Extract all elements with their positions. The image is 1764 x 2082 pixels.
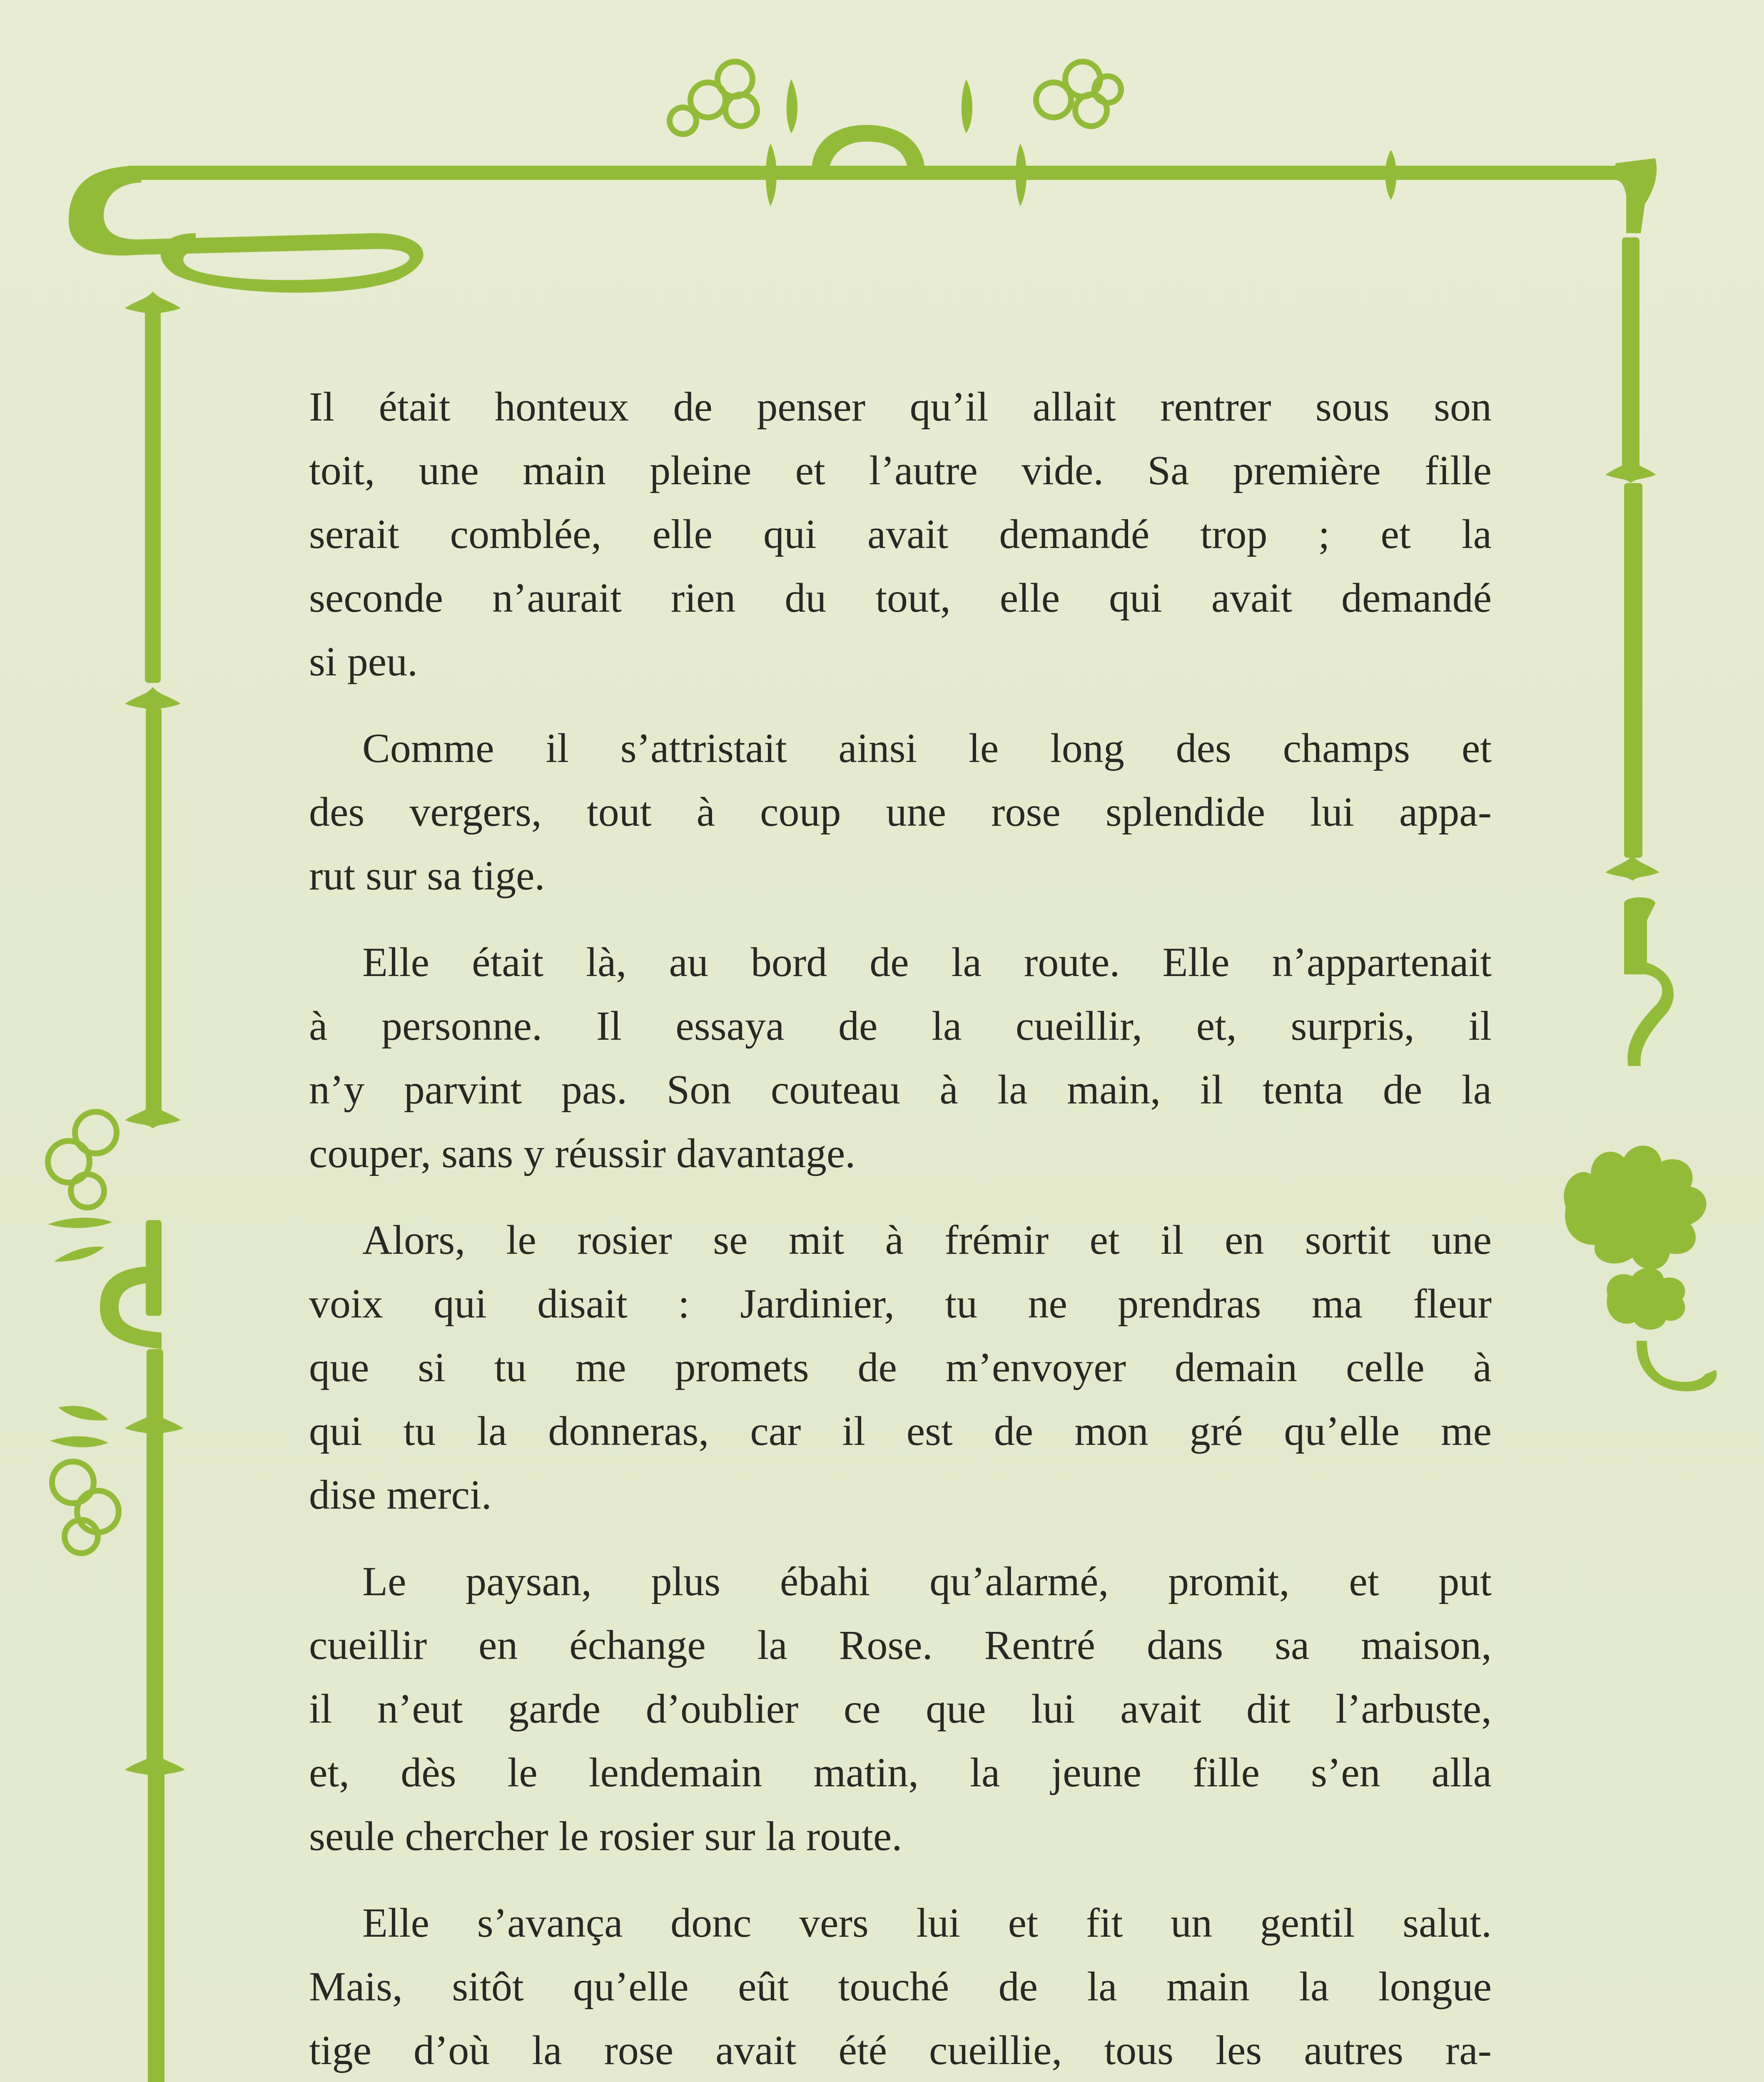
text-line: tige d’où la rose avait été cueillie, tous les autres ra- bbox=[309, 2027, 1492, 2073]
paragraph bbox=[309, 1208, 1492, 1527]
paragraph bbox=[309, 930, 1492, 1185]
text-line: couper, sans y réussir davantage. bbox=[309, 1130, 856, 1176]
text-line: toit, une main pleine et l’autre vide. Sa première fille bbox=[309, 447, 1492, 493]
left-upper-flower-cluster bbox=[48, 1112, 117, 1208]
paragraph bbox=[309, 1891, 1492, 2082]
text-line: Le paysan, plus ébahi qu’alarmé, promit, et put bbox=[362, 1558, 1492, 1604]
paragraph bbox=[309, 375, 1492, 693]
text-line: il n’eut garde d’oublier ce que lui avait dit l’arbuste, bbox=[309, 1686, 1492, 1732]
right-vine-stem bbox=[1605, 237, 1674, 1066]
text-line: des vergers, tout à coup une rose splendide lui appa- bbox=[309, 789, 1492, 835]
text-line: si peu. bbox=[309, 638, 418, 685]
left-leaf-icon bbox=[48, 1218, 112, 1228]
left-leaf-icon bbox=[58, 1406, 108, 1420]
text-line: Alors, le rosier se mit à frémir et il en sortit une bbox=[362, 1217, 1492, 1263]
grape-leaf-icon bbox=[1564, 1146, 1717, 1391]
left-leaf-icon bbox=[50, 1436, 108, 1447]
top-right-flower-cluster bbox=[1036, 62, 1121, 126]
text-line: et, dès le lendemain matin, la jeune fille s’en alla bbox=[309, 1749, 1492, 1796]
text-line: qui tu la donneras, car il est de mon gré qu’elle me bbox=[309, 1408, 1492, 1454]
left-vine-stem bbox=[100, 291, 185, 2082]
text-line: seule chercher le rosier sur la route. bbox=[309, 1813, 902, 1859]
text-line: Comme il s’attristait ainsi le long des champs et bbox=[362, 725, 1492, 771]
text-line: Il était honteux de penser qu’il allait rentrer sous son bbox=[309, 384, 1492, 430]
top-leaf-icon bbox=[787, 79, 797, 133]
text-line: à personne. Il essaya de la cueillir, et, surpris, il bbox=[309, 1003, 1492, 1049]
top-vine-bar bbox=[69, 125, 1657, 293]
paragraph bbox=[309, 716, 1492, 907]
text-line: rut sur sa tige. bbox=[309, 852, 545, 899]
top-leaf-icon bbox=[962, 79, 972, 133]
text-line: dise merci. bbox=[309, 1472, 492, 1518]
story-text bbox=[309, 375, 1492, 2082]
text-line: Elle était là, au bord de la route. Elle n’appartenait bbox=[362, 939, 1492, 985]
left-leaf-icon bbox=[54, 1247, 104, 1262]
left-lower-flower-cluster bbox=[52, 1462, 119, 1553]
text-line: voix qui disait : Jardinier, tu ne prendras ma fleur bbox=[309, 1280, 1492, 1327]
text-line: Mais, sitôt qu’elle eût touché de la main la longue bbox=[309, 1963, 1492, 2010]
top-left-flower-cluster bbox=[670, 62, 757, 134]
text-line: Elle s’avança donc vers lui et fit un gentil salut. bbox=[362, 1900, 1492, 1946]
text-line: serait comblée, elle qui avait demandé trop ; et la bbox=[309, 511, 1492, 557]
paragraph bbox=[309, 1549, 1492, 1868]
text-line: seconde n’aurait rien du tout, elle qui avait demandé bbox=[309, 575, 1492, 621]
text-line: que si tu me promets de m’envoyer demain celle à bbox=[309, 1344, 1492, 1390]
text-line: n’y parvint pas. Son couteau à la main, il tenta de la bbox=[309, 1066, 1492, 1113]
text-line: cueillir en échange la Rose. Rentré dans sa maison, bbox=[309, 1622, 1492, 1668]
